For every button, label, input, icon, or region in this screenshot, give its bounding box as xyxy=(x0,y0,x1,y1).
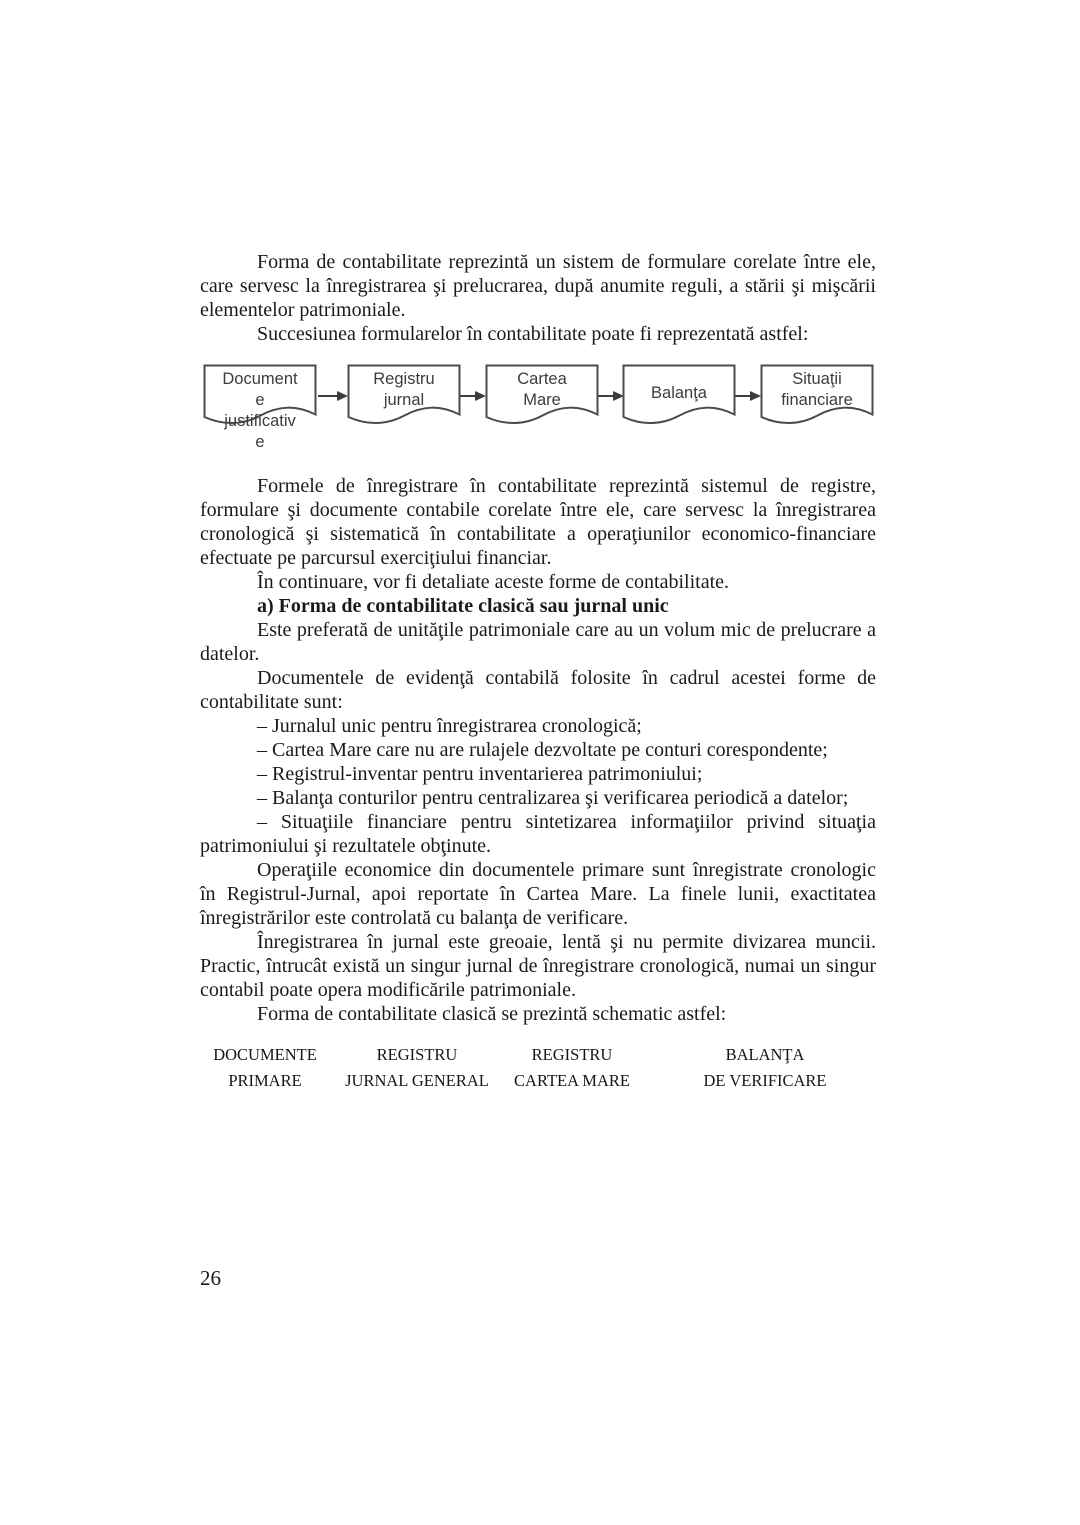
accounting-flow-diagram xyxy=(200,364,876,460)
paragraph-preferata: Este preferată de unităţile patrimoniale care au un volum mic de prelucrare a datelor. xyxy=(200,619,876,665)
paragraph-forma-contabilitate: Forma de contabilitate reprezintă un sistem de formulare corelate între ele, care servesc la înregistrarea şi prelucrarea, după anumite reguli, a stării şi mişcării elementelor patrimoniale. xyxy=(200,251,876,321)
flow-node-balanta xyxy=(622,364,736,460)
flow-node-label: Document e justificativ e xyxy=(222,370,298,451)
paragraph-formele: Formele de înregistrare în contabilitate reprezintă sistemul de registre, formulare şi documente contabile corelate între ele, care servesc la înregistrarea cronologică şi sistematică în contabilitate a operaţiunilor economico-financiare efectuate pe parcursul exerciţiului financiar. xyxy=(200,475,876,569)
page-number: 26 xyxy=(200,1266,221,1290)
list-item-situatiile-financiare: – Situaţiile financiare pentru sintetizarea informaţiilor privind situaţia patrimoniului şi rezultatele obţinute. xyxy=(200,811,876,857)
list-item-jurnalul-unic: – Jurnalul unic pentru înregistrarea cronologică; xyxy=(257,715,642,737)
flow-node-situatii-financiare xyxy=(760,364,874,460)
paragraph-documentele: Documentele de evidenţă contabilă folosite în cadrul acestei forme de contabilitate sunt: xyxy=(200,667,876,713)
schema-label-registru-jurnal-general: REGISTRU JURNAL GENERAL xyxy=(345,1045,489,1090)
heading-forma-clasica: a) Forma de contabilitate clasică sau jurnal unic xyxy=(257,595,669,617)
schema-label-documente-primare: DOCUMENTE PRIMARE xyxy=(213,1045,317,1090)
paragraph-inregistrarea: Înregistrarea în jurnal este greoaie, lentă şi nu permite divizarea muncii. Practic, întrucât există un singur jurnal de înregistrare cronologică, numai un singur contabil poate opera modificările patrimoniale. xyxy=(200,931,876,1001)
paragraph-succesiunea: Succesiunea formularelor în contabilitate poate fi reprezentată astfel: xyxy=(257,323,809,345)
schema-label-balanta-de-verificare: BALANŢA DE VERIFICARE xyxy=(703,1045,827,1090)
paragraph-schematic: Forma de contabilitate clasică se prezintă schematic astfel: xyxy=(257,1003,727,1025)
schema-labels-row xyxy=(200,1042,876,1100)
flow-node-documente-justificative xyxy=(203,364,317,460)
flow-node-registru-jurnal xyxy=(347,364,461,460)
flow-node-cartea-mare xyxy=(485,364,599,460)
list-item-registrul-inventar: – Registrul-inventar pentru inventarierea patrimoniului; xyxy=(257,763,703,785)
flow-node-label: Cartea Mare xyxy=(517,370,567,409)
schema-label-registru-cartea-mare: REGISTRU CARTEA MARE xyxy=(514,1045,630,1090)
paragraph-continuare: În continuare, vor fi detaliate aceste forme de contabilitate. xyxy=(257,571,730,593)
flow-node-label: Situaţii financiare xyxy=(781,370,853,409)
list-item-cartea-mare: – Cartea Mare care nu are rulajele dezvoltate pe conturi corespondente; xyxy=(257,739,828,761)
page-body xyxy=(200,250,876,1100)
paragraph-operatiile: Operaţiile economice din documentele primare sunt înregistrate cronologic în Registrul-Jurnal, apoi reportate în Cartea Mare. La finele lunii, exactitatea înregistrărilor este controlată cu balanţa de verificare. xyxy=(200,859,876,929)
flow-node-label: Balanţa xyxy=(651,384,707,402)
list-item-balanta-conturilor: – Balanţa conturilor pentru centralizarea şi verificarea periodică a datelor; xyxy=(257,787,849,809)
flow-node-label: Registru jurnal xyxy=(373,370,435,409)
